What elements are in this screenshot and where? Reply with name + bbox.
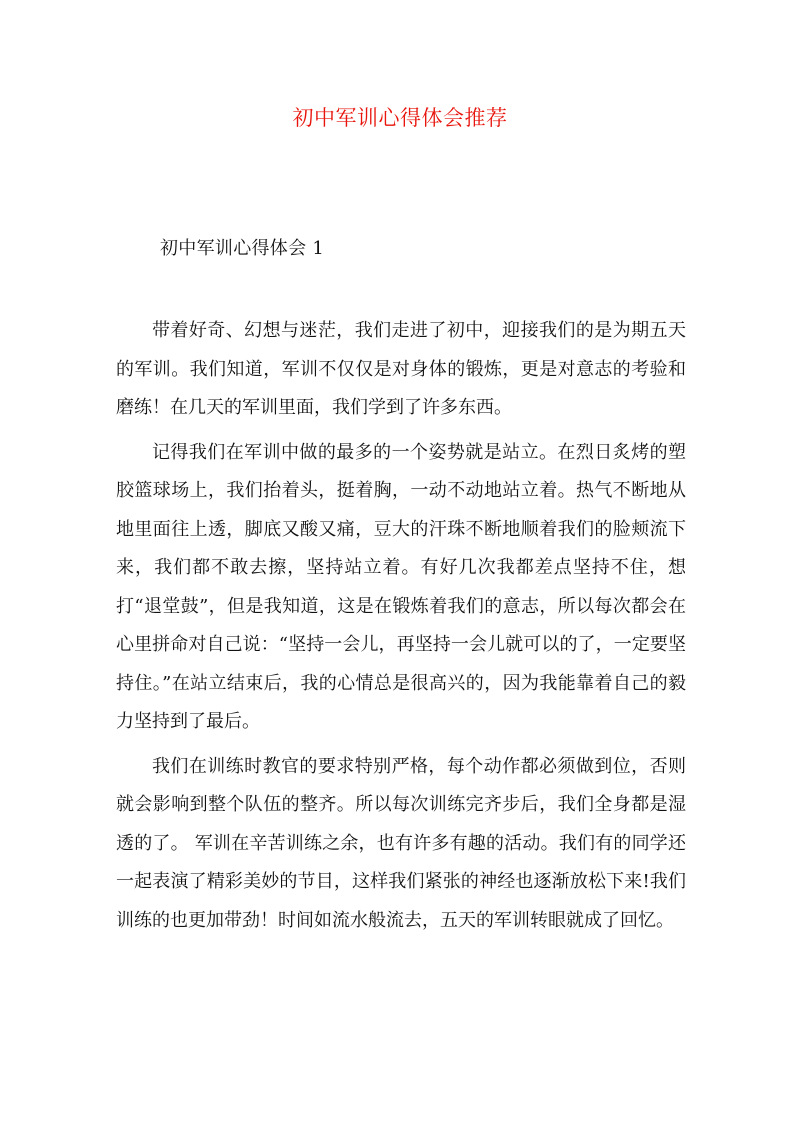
paragraph: 记得我们在军训中做的最多的一个姿势就是站立。在烈日炙烤的塑胶篮球场上，我们抬着头，挺着胸，一动不动地站立着。热气不断地从地里面往上透，脚底又酸又痛，豆大的汗珠不断地顺着我们的脸颊流下来，我们都不敢去擦，坚持站立着。有好几次我都差点坚持不住，想打“退堂鼓”，但是我知道，这是在锻炼着我们的意志，所以每次都会在心里拼命对自己说：“坚持一会儿，再坚持一会儿就可以的了，一定要坚持住。”在站立结束后，我的心情总是很高兴的，因为我能靠着自己的毅力坚持到了最后。 (116, 441, 686, 732)
paragraph: 带着好奇、幻想与迷茫，我们走进了初中，迎接我们的是为期五天的军训。我们知道，军训不仅仅是对身体的锻炼，更是对意志的考验和磨练！在几天的军训里面，我们学到了许多东西。 (116, 320, 686, 418)
document-title: 初中军训心得体会推荐 (292, 106, 508, 130)
paragraph: 我们在训练时教官的要求特别严格，每个动作都必须做到位，否则就会影响到整个队伍的整齐。所以每次训练完齐步后，我们全身都是湿透的了。 军训在辛苦训练之余，也有许多有趣的活动。我们有的同学还一起表演了精彩美妙的节目，这样我们紧张的神经也逐渐放松下来!我们训练的也更加带劲！时间如流水般流去，五天的军训转眼就成了回忆。 (116, 755, 686, 931)
body-text (116, 312, 686, 946)
section-heading: 初中军训心得体会 1 (160, 238, 325, 259)
